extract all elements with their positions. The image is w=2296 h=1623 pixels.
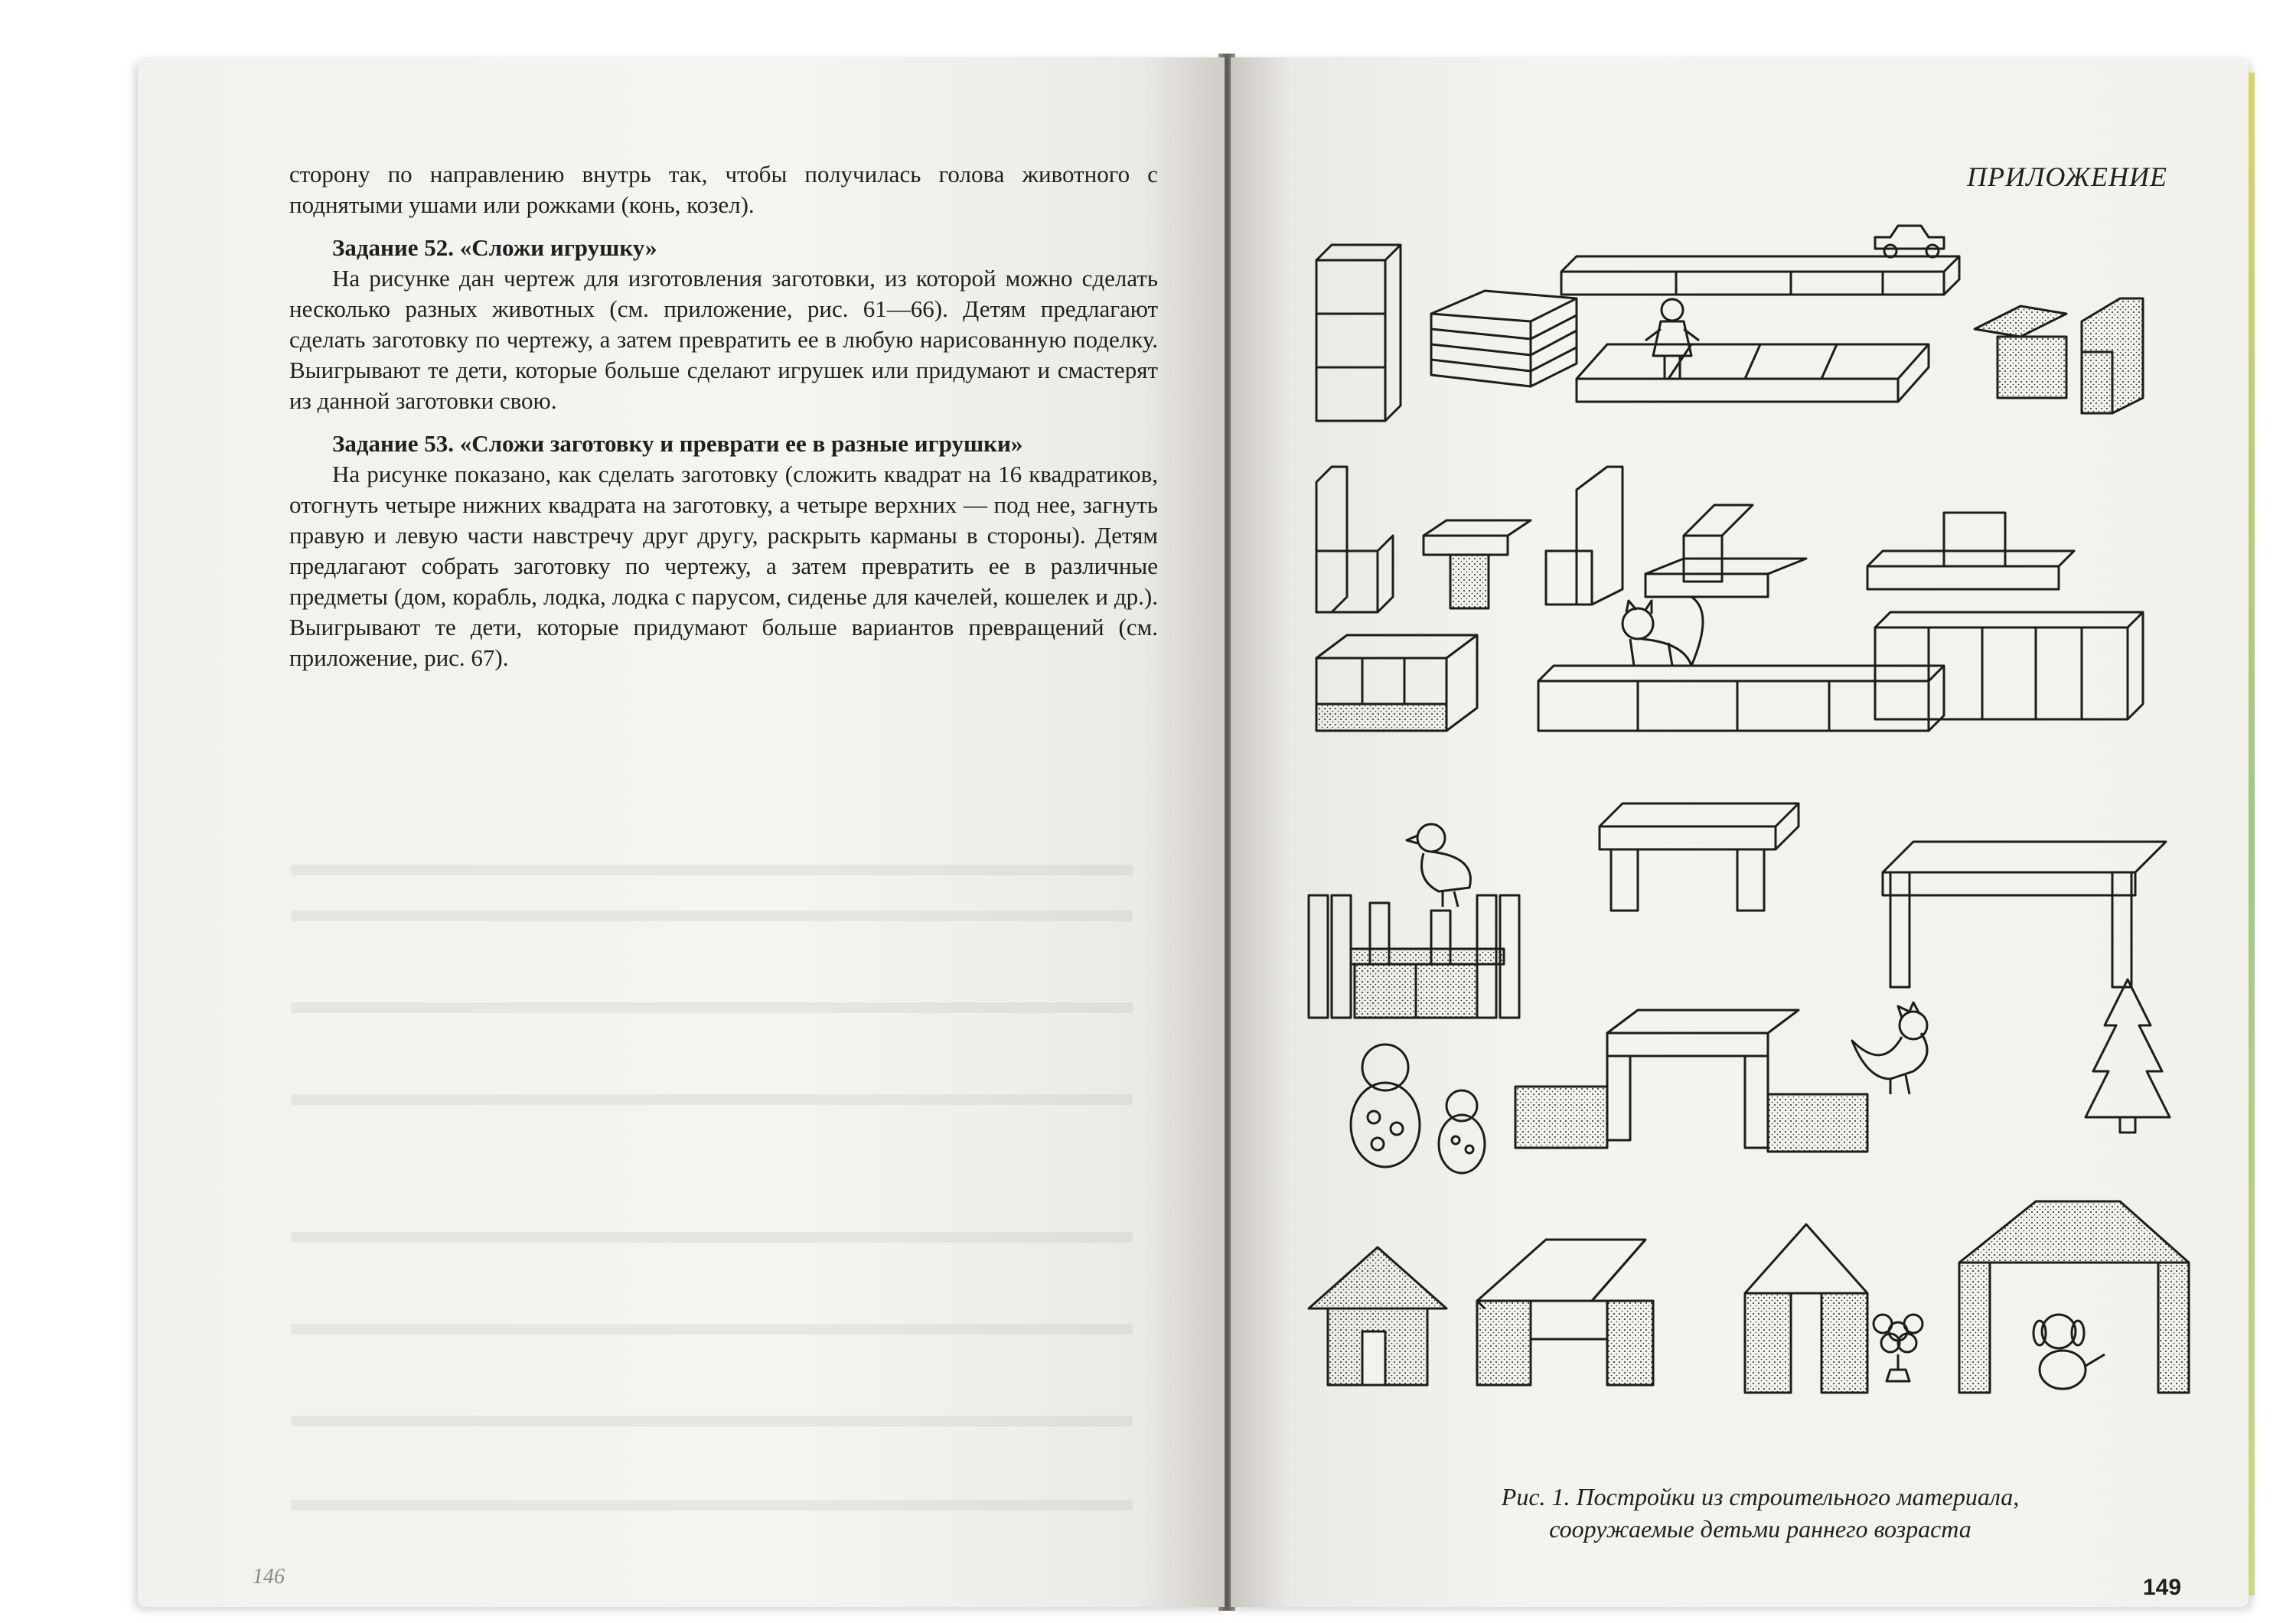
figure-block-constructions [1286,214,2227,1446]
castle-structure [1309,895,1519,1018]
big-house [1959,1201,2189,1393]
left-page-number: 146 [253,1565,285,1589]
paragraph: сторону по направлению внутрь так, чтобы получилась голова животного с поднятыми ушами или рожками (конь, козел). [289,161,1158,218]
left-page-text [289,159,1158,673]
table-block [1424,520,1531,608]
chair-structure [1975,298,2143,413]
figure-caption [1301,1481,2219,1545]
cube-on-step [1645,505,1806,597]
block-drawings [1286,214,2227,1446]
bench-block [1600,803,1799,911]
arch-bridge [1515,1010,1867,1152]
l-block-a [1316,467,1393,612]
stacked-cubes-tower [1316,245,1401,421]
running-head: ПРИЛОЖЕНИЕ [1967,161,2167,192]
paragraph: На рисунке показано, как сделать заготовку (сложить квадрат на 16 квадратиков, отогнуть четыре нижних квадрата на заготовку, а четыре верхних — под нее, загнуть правую и левую части навстречу друг другу, раскрыть карманы в стороны). Детям предлагают собрать заготовку по чертежу, а затем превратить ее в различные предметы (дом, корабль, лодка, лодка с парусом, сиденье для качелей, кошелек и др.). Выигрывают те дети, которые придумают больше вариантов превращений (см. приложение, рис. 67). [289,461,1158,671]
bird-figure [1407,824,1470,907]
roof-house [1477,1240,1653,1385]
caption-line-1: Рис. 1. Постройки из строительного материала, [1501,1483,2020,1511]
toy-car [1875,226,1944,257]
show-through-line [291,1094,1133,1105]
matryoshka-large [1351,1045,1420,1167]
gate-house [1745,1224,1867,1393]
fir-tree [2086,979,2170,1133]
show-through-line [291,865,1133,875]
show-through-line [291,1324,1133,1335]
show-through-line [291,911,1133,921]
cat-figure [1623,597,1703,666]
page-edge-stripe [2249,73,2255,1595]
show-through-line [291,1232,1133,1243]
rooster-figure [1852,1002,1927,1094]
task-52-title: Задание 52. «Сложи игрушку» [332,234,657,261]
caption-line-2: сооружаемые детьми раннего возраста [1549,1515,1971,1543]
l-block-b [1546,467,1623,605]
show-through-line [291,1500,1133,1511]
puppy-figure [2033,1315,2105,1389]
small-house [1309,1247,1446,1385]
podium-block [1867,513,2074,589]
long-bench [1883,842,2166,987]
doll-figure [1645,299,1699,379]
show-through-line [291,1002,1133,1013]
task-53-title: Задание 53. «Сложи заготовку и преврати ее в разные игрушки» [332,430,1023,457]
paragraph: На рисунке дан чертеж для изготовления заготовки, из которой можно сделать несколько разных животных (см. приложение, рис. 61—66). Детям предлагают сделать заготовку по чертежу, а затем превратить ее в любую нарисованную поделку. Выигрывают те дети, которые больше сделают игрушек или придумают и смастерят из данной заготовки свою. [289,265,1158,414]
matryoshka-small [1439,1090,1485,1173]
show-through-line [291,1416,1133,1426]
stacked-plates [1431,291,1577,386]
long-beam [1538,666,1944,731]
flower-figure [1874,1315,1923,1381]
page-number: 149 [2143,1575,2182,1600]
cube-row-on-base [1316,635,1477,731]
bridge-road [1561,256,1959,402]
